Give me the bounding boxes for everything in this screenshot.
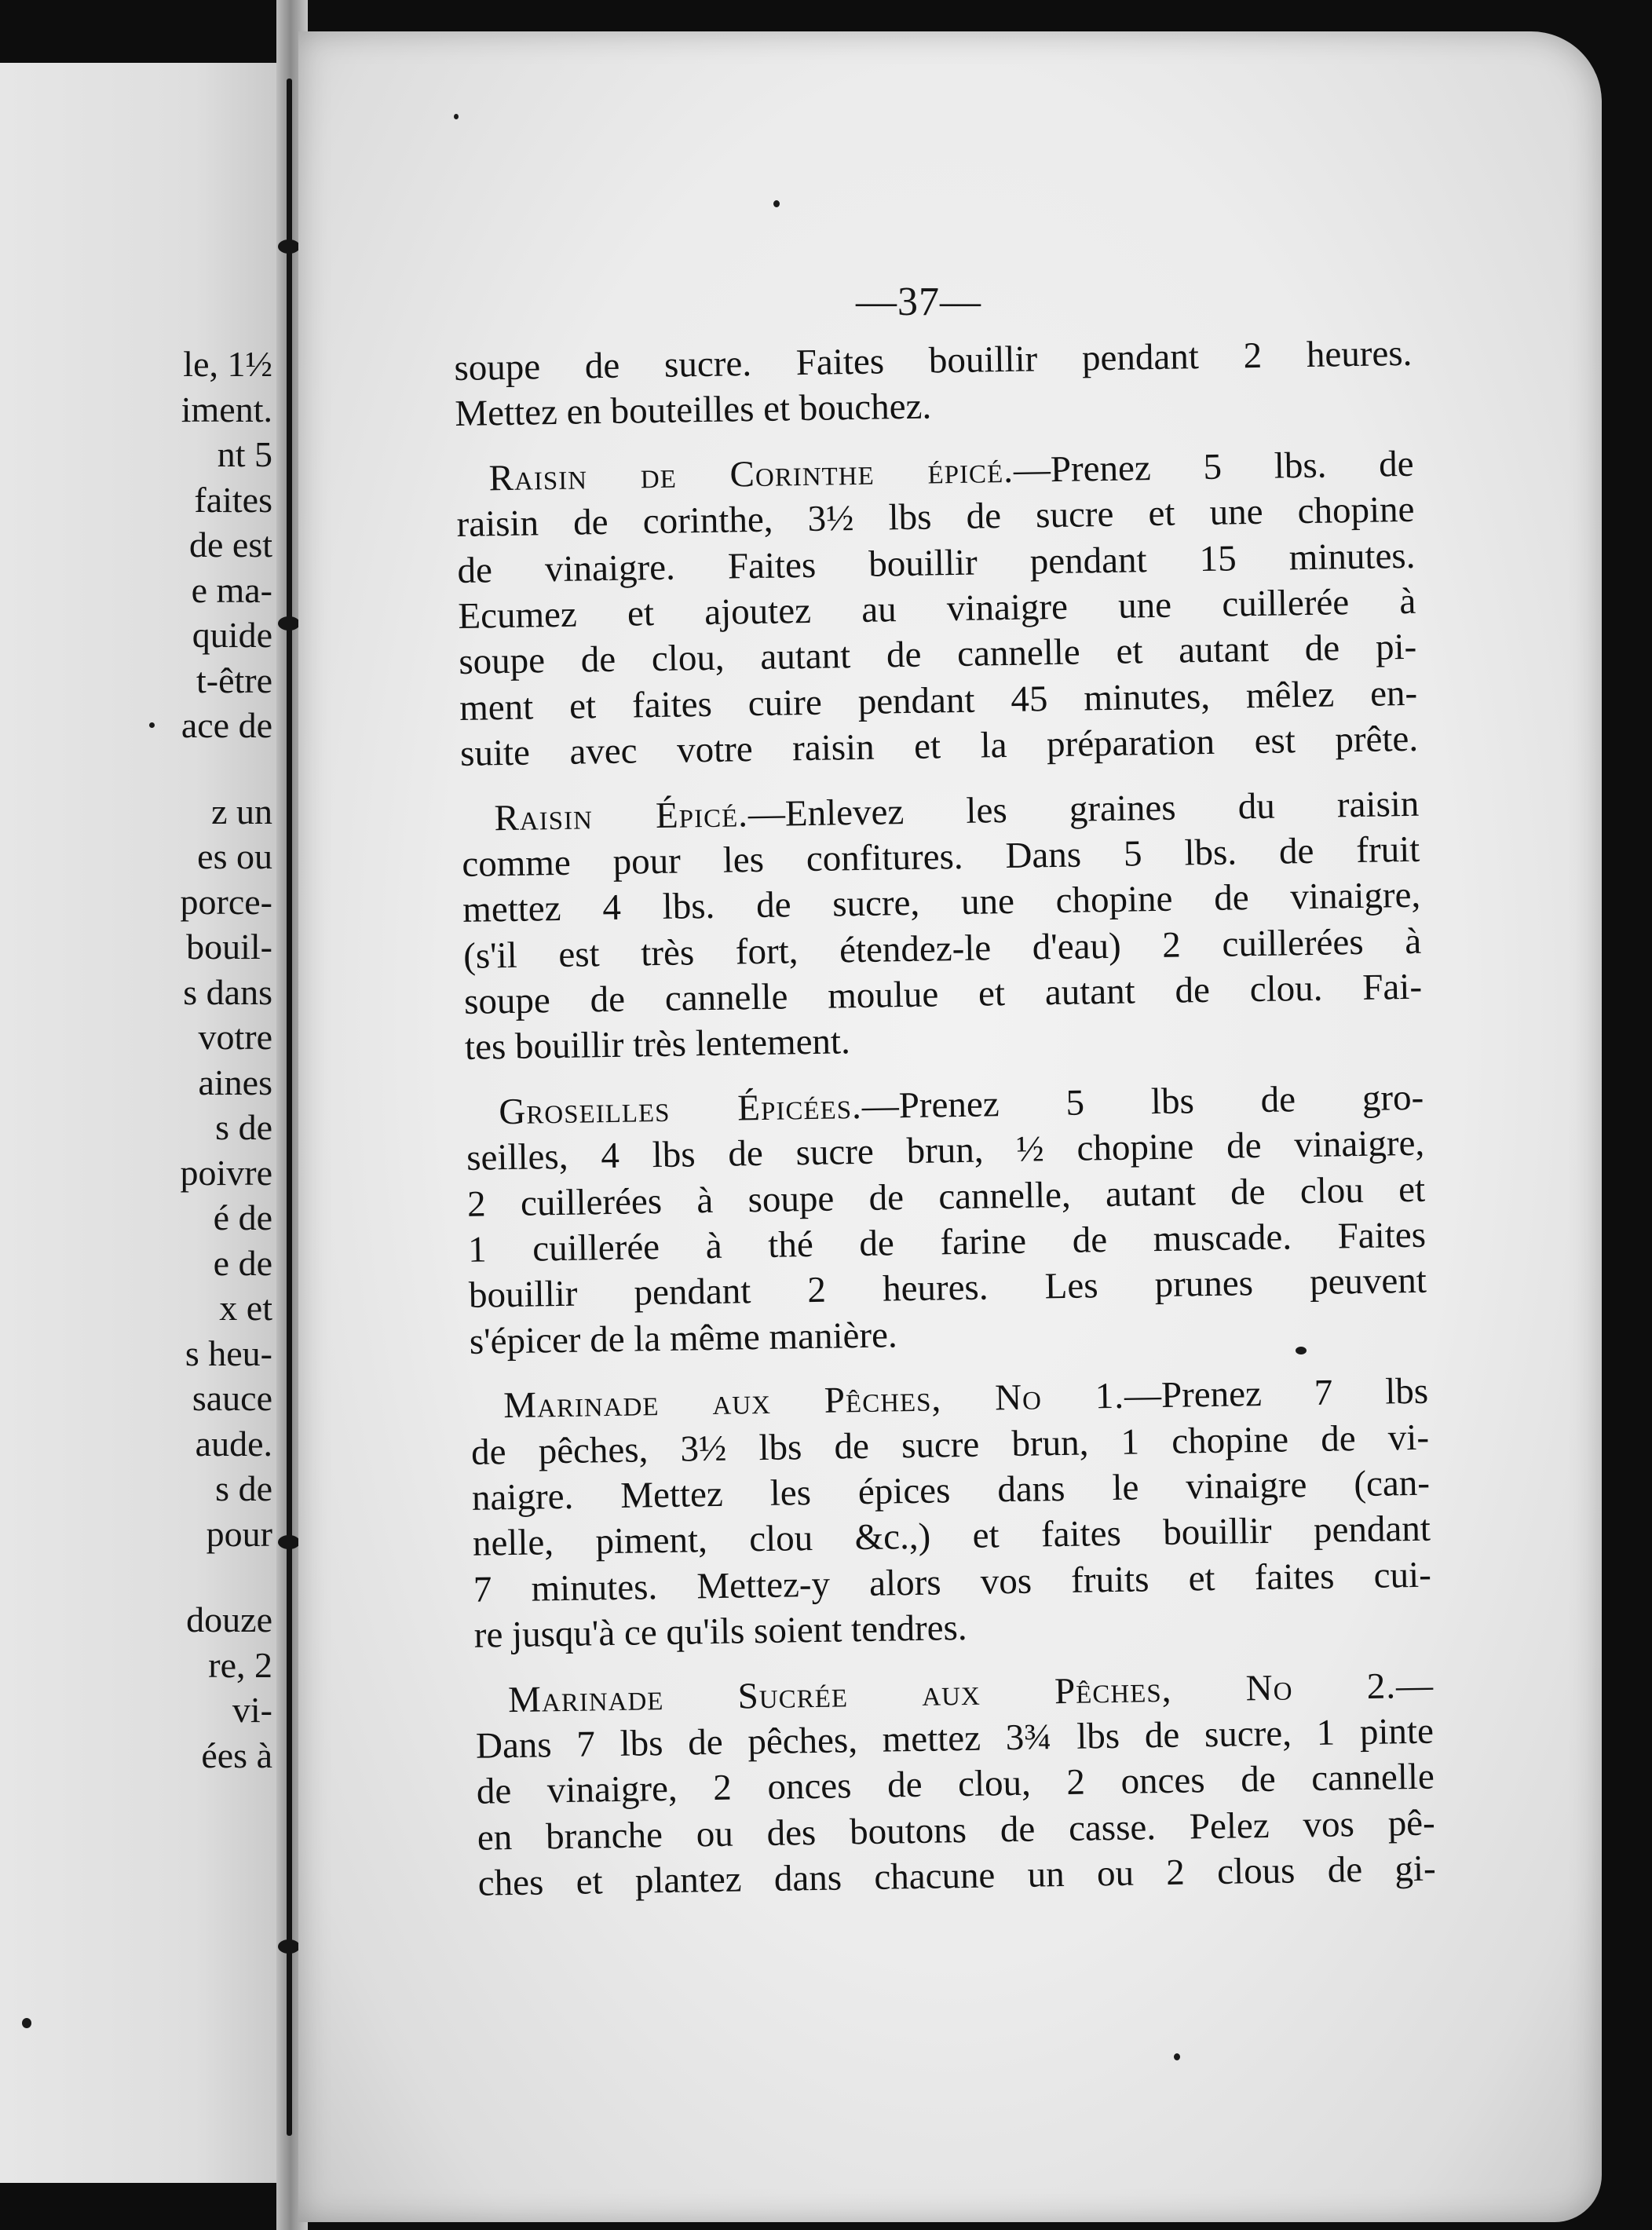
text-line: ment et faites cuire pendant 45 minutes, mêlez en- [459,672,1418,729]
left-line: ées à [201,1735,272,1775]
text-line: mettez 4 lbs. de sucre, une chopine de vinaigre, [462,875,1421,931]
binding-knot [278,1939,300,1954]
left-line: bouil- [186,927,272,967]
text-line: (s'il est très fort, étendez-le d'eau) 2 cuillerées à [462,920,1422,977]
recipe-text [454,331,1436,1906]
text-line: re jusqu'à ce qu'ils soient tendres. [473,1607,967,1656]
recipe-title: Marinade Sucrée aux Pêches, No 2. [507,1665,1397,1720]
text-line: nelle, piment, clou &c.,) et faites bouillir pendant [472,1508,1431,1565]
binding-knot [278,616,300,631]
text-line: comme pour les confitures. Dans 5 lbs. de fruit [461,828,1420,885]
left-line: le, 1½ [183,344,272,384]
text-line: tes bouillir très lentement. [464,1021,851,1069]
text-line: de vinaigre, 2 onces de clou, 2 onces de cannelle [476,1756,1435,1813]
binding-knot [278,239,300,254]
left-line: e de [213,1242,272,1283]
text-line: ches et plantez dans chacune un ou 2 clous de gi- [477,1848,1437,1904]
text-line: 7 minutes. Mettez-y alors vos fruits et faites cui- [473,1554,1432,1610]
text-line: Dans 7 lbs de pêches, mettez 3¾ lbs de sucre, 1 pinte [475,1710,1435,1767]
left-line: é de [213,1197,272,1237]
left-line: x et [219,1288,272,1328]
text-fragment: —Prenez 5 lbs. de [1013,443,1414,491]
text-line: Mettez en bouteilles et bouchez. [454,386,932,435]
binding-knot [278,1535,300,1549]
recipe-title: Marinade aux Pêches, No 1. [503,1375,1125,1427]
left-page-fragment [0,63,279,2183]
left-line: s de [215,1468,272,1508]
text-line: de vinaigre. Faites bouillir pendant 15 minutes. [457,535,1416,591]
text-fragment: —Enlevez les graines du raisin [747,783,1420,835]
scan-speck [22,2018,31,2028]
left-line: e ma- [191,569,272,610]
text-line: suite avec votre raisin et la préparation est prête. [459,718,1419,775]
text-line: soupe de sucre. Faites bouillir pendant 2 heures. [454,332,1413,389]
text-line: raisin de corinthe, 3½ lbs de sucre et une chopine [456,488,1415,546]
left-line: sauce [192,1378,272,1418]
left-line: s de [215,1107,272,1147]
scan-speck [454,114,459,119]
left-line: poivre [180,1152,272,1193]
binding-thread [287,79,292,2136]
left-line: quide [192,615,272,655]
left-line: pour [206,1513,272,1554]
left-line: votre [198,1017,272,1057]
text-fragment: — [1395,1665,1434,1706]
scan-speck [1296,1347,1307,1354]
left-line: de est [188,525,272,565]
left-line: nt 5 [217,434,272,474]
scan-speck [149,722,155,728]
text-line: naigre. Mettez les épices dans le vinaigre (can- [471,1462,1431,1519]
text-line: de pêches, 3½ lbs de sucre brun, 1 chopine de vi- [470,1417,1430,1473]
left-line: t-être [196,660,272,700]
left-line: s heu- [185,1333,272,1373]
left-line: faites [194,479,272,520]
left-line: iment. [181,389,272,430]
recipe-title: Raisin de Corinthe épicé. [488,449,1014,499]
text-line: en branche ou des boutons de casse. Pelez vos pê- [477,1802,1436,1859]
scan-speck [1174,2053,1180,2060]
left-line: z un [211,791,272,832]
left-line: ace de [181,705,272,745]
text-line: soupe de cannelle moulue et autant de clou. Fai- [463,966,1423,1022]
left-line: aines [198,1062,272,1102]
left-line: aude. [195,1423,272,1464]
page-number: —37— [856,280,981,324]
text-line: Ecumez et ajoutez au vinaigre une cuillerée à [458,580,1416,637]
text-line: bouillir pendant 2 heures. Les prunes peuvent [468,1260,1427,1317]
text-line: 2 cuillerées à soupe de cannelle, autant de clou et [466,1168,1426,1225]
left-line: porce- [180,881,272,922]
text-line: soupe de clou, autant de cannelle et autant de pi- [458,627,1417,683]
text-line: 1 cuillerée à thé de farine de muscade. Faites [467,1214,1427,1270]
recipe-title: Raisin Épicé. [494,793,749,839]
left-page-text [0,342,279,1778]
recipe-title: Groseilles Épicées. [498,1085,863,1133]
left-line: s dans [183,971,272,1012]
left-line: re, 2 [208,1644,272,1685]
text-line: seilles, 4 lbs de sucre brun, ½ chopine de vinaigre, [466,1122,1425,1179]
scan-speck [773,200,780,207]
text-fragment: —Prenez 7 lbs [1124,1370,1429,1417]
text-fragment: —Prenez 5 lbs de gro- [861,1077,1424,1127]
left-line: es ou [197,836,272,876]
left-line: douze [186,1599,272,1640]
text-line: s'épicer de la même manière. [469,1314,898,1362]
left-line: vi- [232,1690,272,1730]
